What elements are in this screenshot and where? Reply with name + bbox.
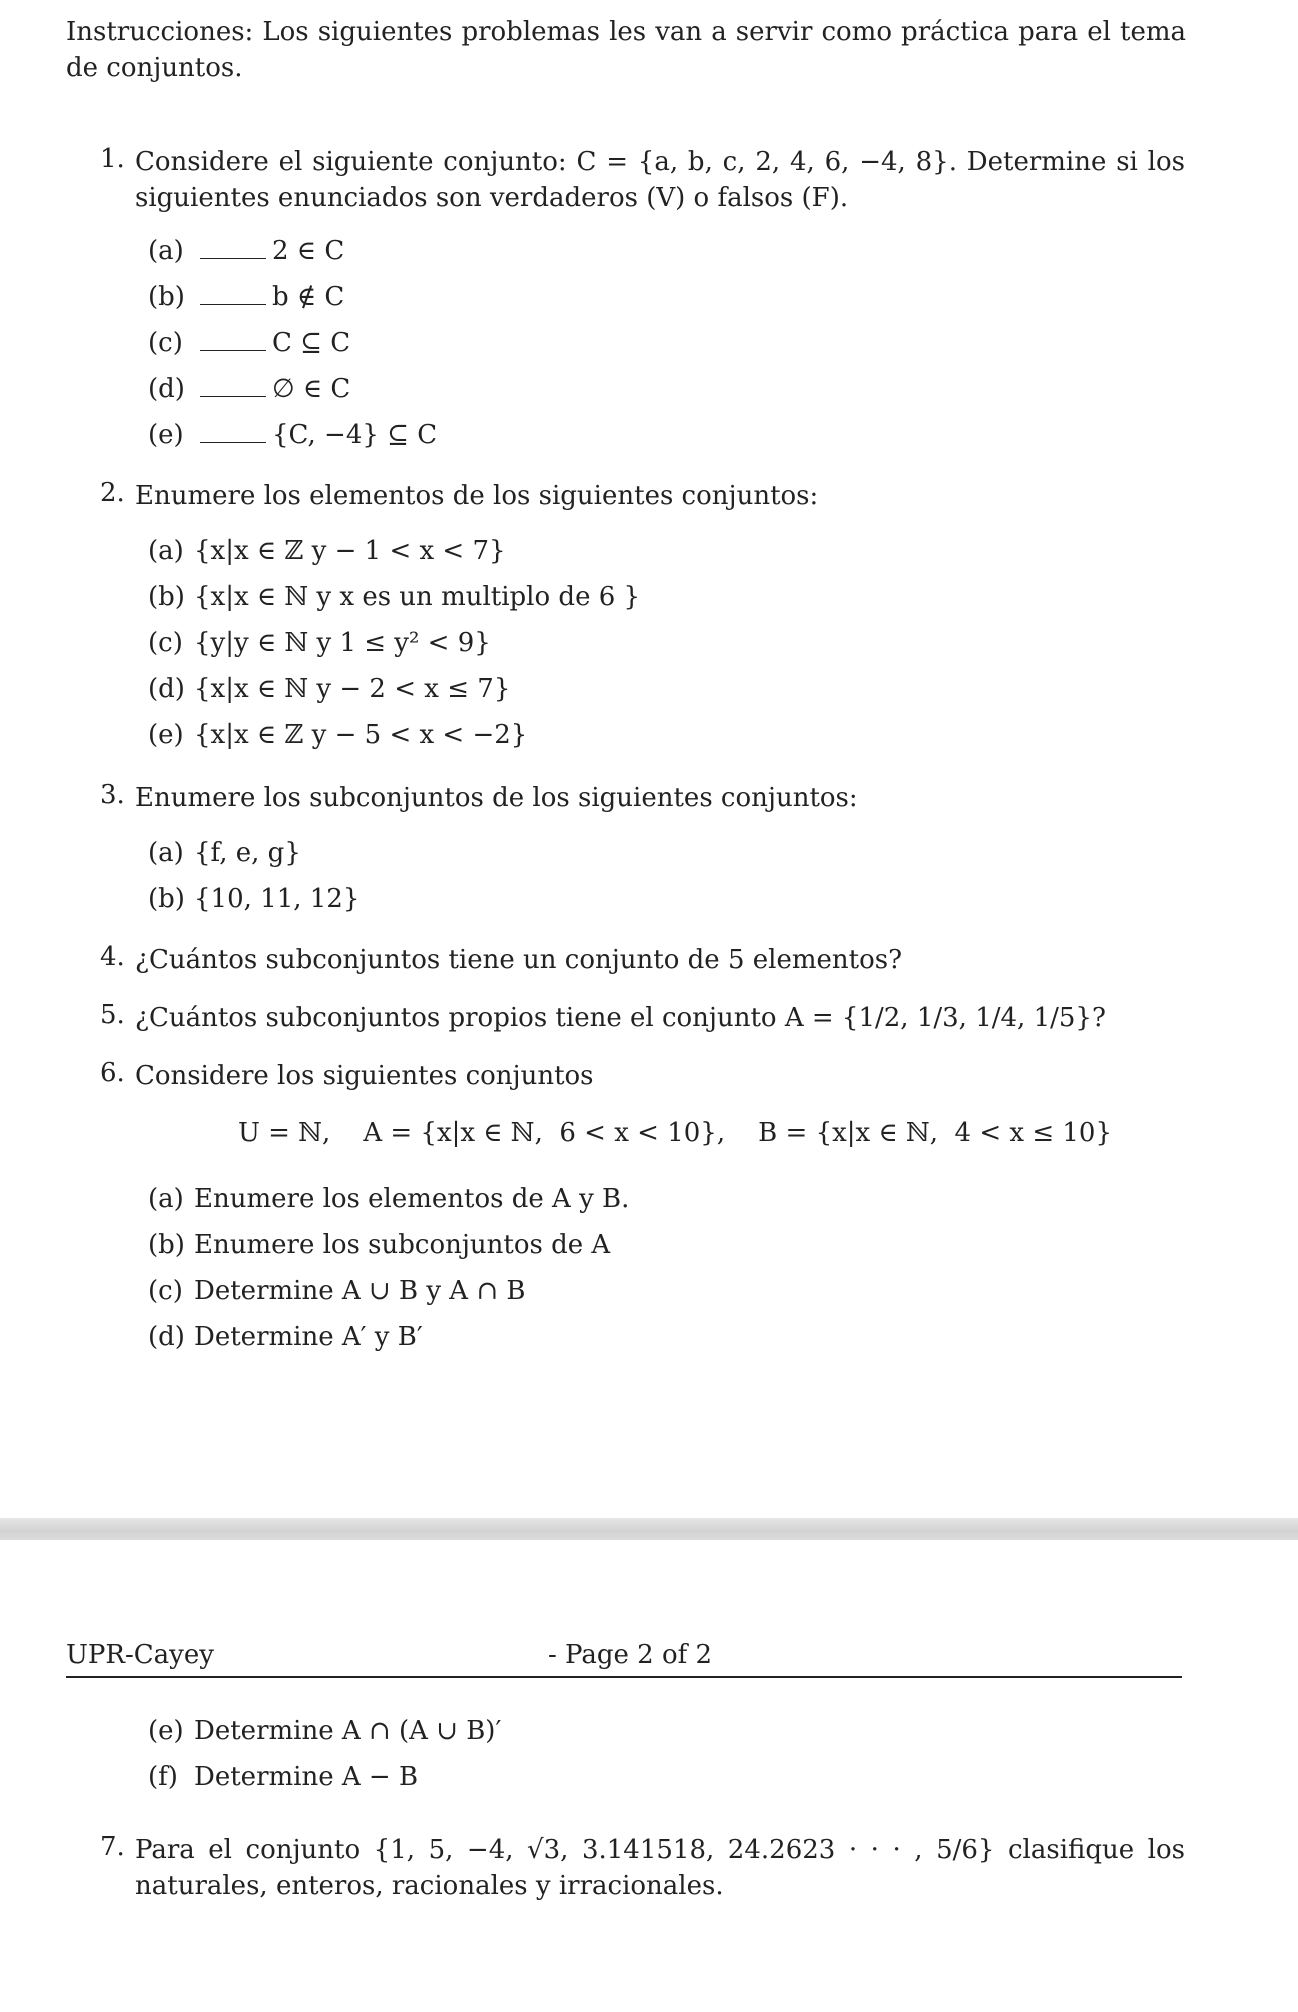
problem-6-text: Considere los siguientes conjuntos [135, 1061, 594, 1091]
problem-1-item-c [148, 328, 350, 358]
problem-3-item-a [148, 838, 301, 868]
item-text: Determine A′ y B′ [194, 1322, 423, 1352]
problem-6-item-c [148, 1276, 525, 1306]
answer-blank[interactable] [200, 238, 266, 259]
item-text: {C, −4} ⊆ C [272, 420, 438, 450]
problem-1-item-a [148, 236, 344, 266]
item-text: Enumere los subconjuntos de A [194, 1230, 611, 1260]
item-label: (b) [148, 884, 185, 914]
answer-blank[interactable] [200, 376, 266, 397]
item-text: {10, 11, 12} [194, 884, 360, 914]
item-label: (a) [148, 536, 184, 566]
item-text: Determine A ∩ (A ∪ B)′ [194, 1716, 502, 1746]
item-label: (f) [148, 1762, 178, 1792]
answer-blank[interactable] [200, 284, 266, 305]
item-text: {x|x ∈ ℤ y − 5 < x < −2} [194, 720, 528, 750]
problem-2-item-c [148, 628, 491, 658]
item-text: {x|x ∈ ℕ y − 2 < x ≤ 7} [194, 674, 511, 704]
problem-2-item-a [148, 536, 506, 566]
footer-institution: UPR-Cayey [66, 1640, 214, 1670]
item-label: (c) [148, 328, 183, 358]
item-label: (b) [148, 582, 185, 612]
page-separator [0, 1518, 1298, 1540]
item-text: Determine A ∪ B y A ∩ B [194, 1276, 526, 1306]
item-label: (b) [148, 282, 185, 312]
item-text: {f, e, g} [194, 838, 301, 868]
problem-6-item-e [148, 1716, 501, 1746]
problem-3-number: 3. [100, 780, 125, 810]
problem-7-number: 7. [100, 1832, 125, 1862]
item-text: {x|x ∈ ℕ y x es un multiplo de 6 } [194, 582, 641, 612]
answer-blank[interactable] [200, 330, 266, 351]
problem-3-item-b [148, 884, 359, 914]
item-text: Determine A − B [194, 1762, 419, 1792]
item-label: (c) [148, 628, 183, 658]
problem-1-item-e [148, 420, 437, 450]
problem-6-number: 6. [100, 1058, 125, 1088]
item-text: C ⊆ C [272, 328, 351, 358]
problem-2-item-b [148, 582, 640, 612]
item-text: {y|y ∈ ℕ y 1 ≤ y² < 9} [194, 628, 491, 658]
problem-7-text: Para el conjunto {1, 5, −4, √3, 3.141518, 24.2623 · · · , 5/6} clasifique los naturales, enteros, racionales y irracionales. [135, 1835, 1185, 1901]
problem-5-number: 5. [100, 1000, 125, 1030]
problem-1-item-b [148, 282, 344, 312]
problem-3-text: Enumere los subconjuntos de los siguientes conjuntos: [135, 783, 858, 813]
problem-2-item-e [148, 720, 527, 750]
problem-6-item-b [148, 1230, 610, 1260]
problem-6-item-f [148, 1762, 418, 1792]
item-label: (c) [148, 1276, 183, 1306]
problem-2-item-d [148, 674, 510, 704]
problem-4-text: ¿Cuántos subconjuntos tiene un conjunto de 5 elementos? [135, 945, 903, 975]
item-text: Enumere los elementos de A y B. [194, 1184, 630, 1214]
problem-6-item-a [148, 1184, 629, 1214]
item-text: {x|x ∈ ℤ y − 1 < x < 7} [194, 536, 506, 566]
problem-5-text: ¿Cuántos subconjuntos propios tiene el conjunto A = {1/2, 1/3, 1/4, 1/5}? [135, 1003, 1106, 1033]
item-text: ∅ ∈ C [272, 374, 351, 404]
item-label: (a) [148, 1184, 184, 1214]
item-label: (a) [148, 236, 184, 266]
item-label: (e) [148, 720, 184, 750]
instructions-text: Instrucciones: Los siguientes problemas les van a servir como práctica para el tema de conjuntos. [66, 17, 1186, 83]
problem-2-number: 2. [100, 478, 125, 508]
problem-6-item-d [148, 1322, 423, 1352]
item-label: (b) [148, 1230, 185, 1260]
problem-1-number: 1. [100, 144, 125, 174]
item-text: 2 ∈ C [272, 236, 345, 266]
footer-page-number: - Page 2 of 2 [548, 1640, 713, 1670]
item-label: (d) [148, 374, 185, 404]
item-label: (e) [148, 1716, 184, 1746]
item-label: (a) [148, 838, 184, 868]
item-text: b ∉ C [272, 282, 345, 312]
item-label: (d) [148, 1322, 185, 1352]
answer-blank[interactable] [200, 422, 266, 443]
problem-2-text: Enumere los elementos de los siguientes conjuntos: [135, 481, 819, 511]
problem-1-text: Considere el siguiente conjunto: C = {a, b, c, 2, 4, 6, −4, 8}. Determine si los siguientes enunciados son verdaderos (V) o falsos (F). [135, 147, 1185, 213]
sets-definition-equation: U = ℕ, A = {x|x ∈ ℕ, 6 < x < 10}, B = {x|x ∈ ℕ, 4 < x ≤ 10} [238, 1118, 1112, 1148]
problem-4-number: 4. [100, 942, 125, 972]
item-label: (d) [148, 674, 185, 704]
problem-1-item-d [148, 374, 350, 404]
item-label: (e) [148, 420, 184, 450]
footer-rule [66, 1676, 1182, 1678]
